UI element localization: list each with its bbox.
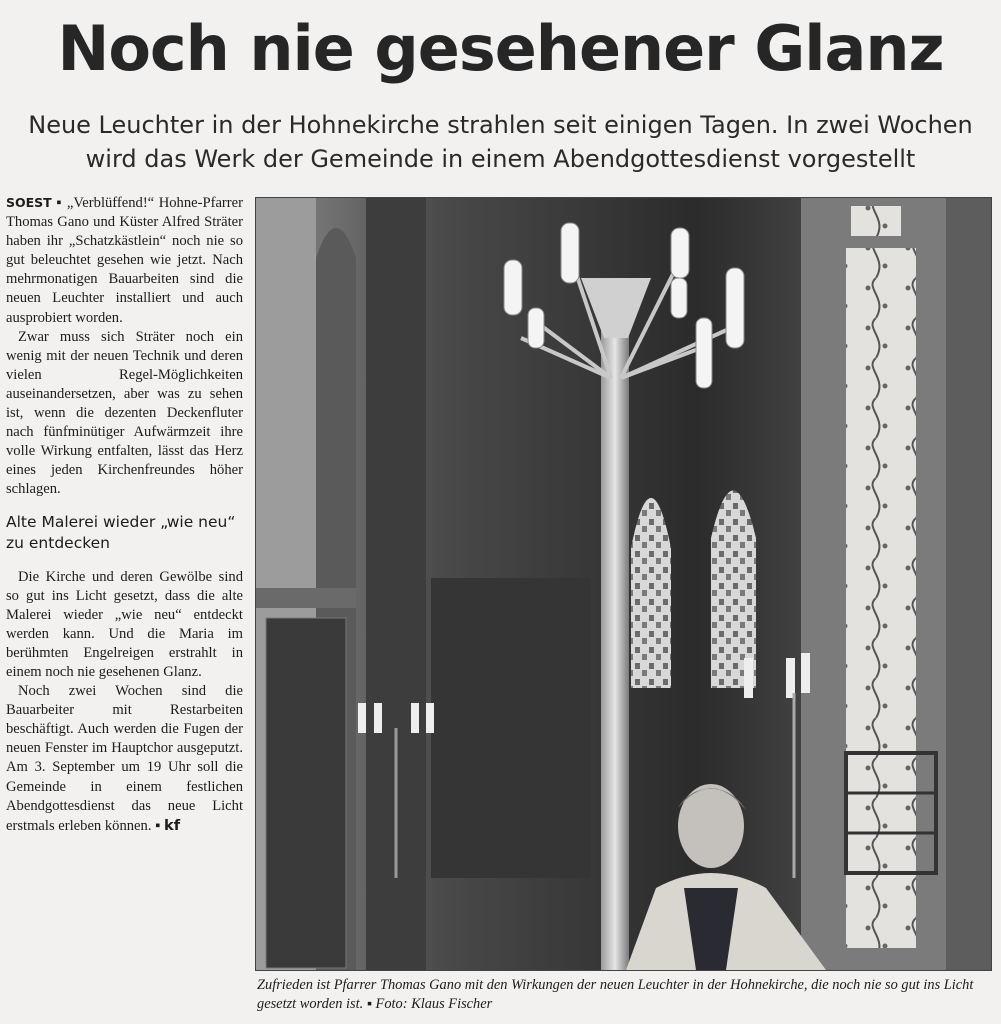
paragraph-1: „Verblüffend!“ Hohne-Pfarrer Thomas Gano und Küster Alfred Sträter haben ihr „Schatzkästlein“ noch nie so gut beleuchtet gesehen wie jetzt. Nach mehrmonatigen Bauarbeiten sind die neuen Leuchter installiert und auch ausprobiert worden. xyxy=(6,195,243,326)
crosshead: Alte Malerei wieder „wie neu“ zu entdecken xyxy=(6,512,236,552)
paragraph-4: Noch zwei Wochen sind die Bauarbeiter mit Restarbeiten beschäftigt. Auch werden die Fugen der neuen Fenster im Hauptchor ausgeputzt. Am 3. September um 19 Uhr soll die Gemeinde in einem festlichen Abendgottesdienst das neue Licht erstmals erleben können. xyxy=(6,683,243,834)
church-photo xyxy=(255,197,992,971)
signature-separator: ▪ xyxy=(155,817,161,834)
photo-credit: Foto: Klaus Fischer xyxy=(375,995,493,1012)
headline: Noch nie gesehener Glanz xyxy=(57,12,944,85)
photo-caption xyxy=(257,976,997,1013)
credit-separator: ▪ xyxy=(366,995,372,1012)
paragraph-4-wrap xyxy=(6,682,243,836)
article-body xyxy=(6,193,243,836)
paragraph-3: Die Kirche und deren Gewölbe sind so gut ins Licht gesetzt, dass die alte Malerei wieder „wie neu“ entdeckt werden kann. Und die Maria im berühmten Engelreigen erstrahlt in einem noch nie gesehenen Glanz. xyxy=(6,568,243,680)
dateline-separator: ▪ xyxy=(56,195,63,211)
church-interior-illustration xyxy=(256,198,991,970)
paragraph-2: Zwar muss sich Sträter noch ein wenig mit der neuen Technik und deren vielen Regel-Möglichkeiten auseinandersetzen, aber was zu sehen ist, wenn die dezenten Deckenfluter nach fünfminütiger Aufwärmzeit ihre volle Wirkung entfalten, lässt das Herz eines jeden Kirchenfreundes höher schlagen. xyxy=(6,328,243,498)
paragraph-lead xyxy=(6,193,243,328)
caption-text: Zufrieden ist Pfarrer Thomas Gano mit den Wirkungen der neuen Leuchter in der Hohnekirche, die noch nie so gut ins Licht gesetzt worden ist. xyxy=(257,977,974,1012)
subheadline: Neue Leuchter in der Hohnekirche strahlen seit einigen Tagen. In zwei Wochen wird das Werk der Gemeinde in einem Abendgottesdienst vorgestellt xyxy=(28,111,973,173)
dateline: SOEST xyxy=(6,195,52,210)
author-signature: kf xyxy=(163,816,181,834)
